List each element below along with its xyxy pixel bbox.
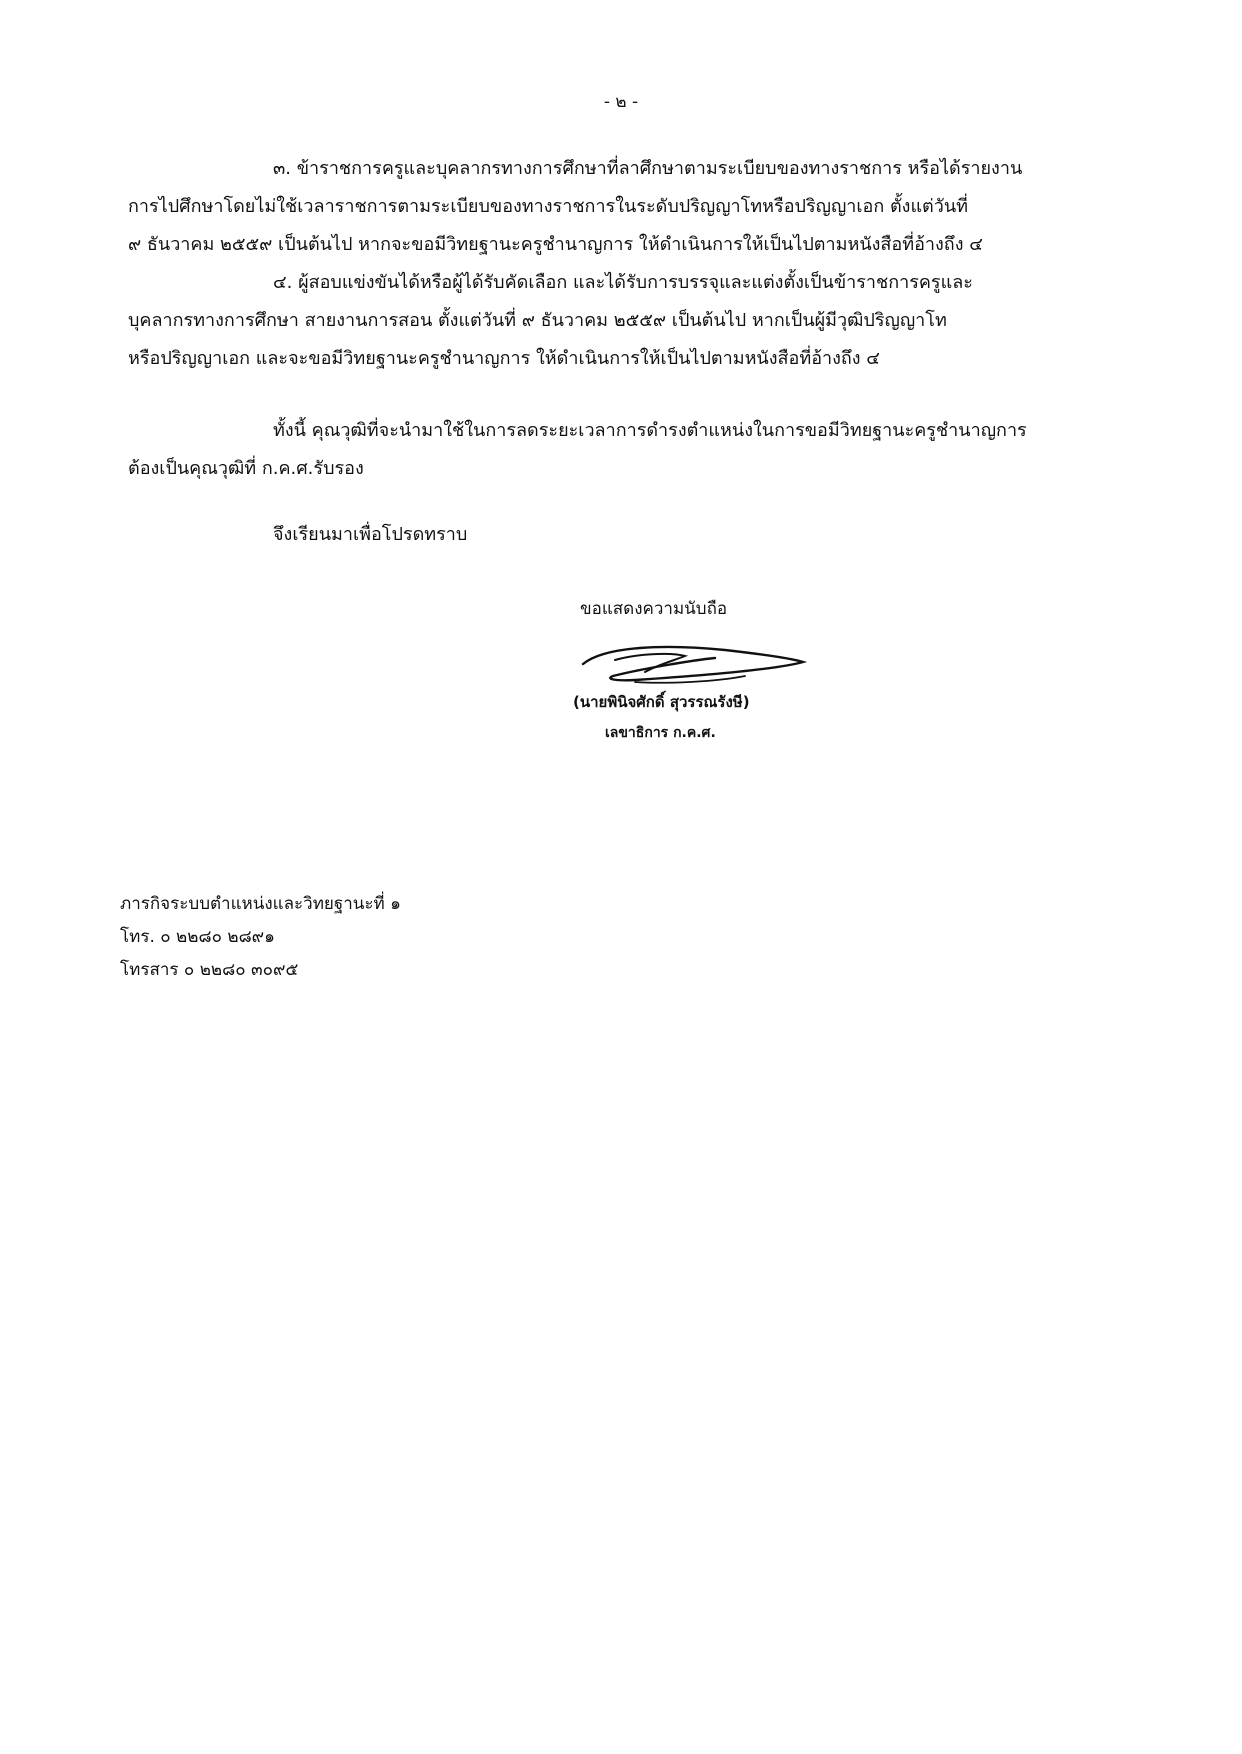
paragraph-line: ทั้งนี้ คุณวุฒิที่จะนำมาใช้ในการลดระยะเวลาการดำรงตำแหน่งในการขอมีวิทยฐานะครูชำนาญการ bbox=[273, 420, 1027, 441]
signatory-title: เลขาธิการ ก.ค.ศ. bbox=[605, 725, 716, 741]
paragraph-line: ต้องเป็นคุณวุฒิที่ ก.ค.ศ.รับรอง bbox=[128, 458, 364, 479]
paragraph-line: การไปศึกษาโดยไม่ใช้เวลาราชการตามระเบียบของทางราชการในระดับปริญญาโทหรือปริญญาเอก ตั้งแต่วันที่ bbox=[128, 196, 969, 217]
paragraph-qualification bbox=[128, 412, 1114, 488]
inform-text: จึงเรียนมาเพื่อโปรดทราบ bbox=[273, 524, 468, 545]
paragraph-inform bbox=[128, 516, 1114, 554]
paragraph-line: ๓. ข้าราชการครูและบุคลากรทางการศึกษาที่ลาศึกษาตามระเบียบของทางราชการ หรือได้รายงาน bbox=[273, 158, 1023, 179]
closing-salutation: ขอแสดงความนับถือ bbox=[580, 599, 728, 619]
signatory-name: (นายพินิจศักดิ์ สุวรรณรังษี) bbox=[573, 693, 750, 711]
page-number: - ๒ - bbox=[603, 92, 639, 112]
contact-fax: โทรสาร ๐ ๒๒๘๐ ๓๐๙๕ bbox=[120, 960, 299, 980]
contact-phone: โทร. ๐ ๒๒๘๐ ๒๘๙๑ bbox=[120, 927, 275, 947]
contact-department: ภารกิจระบบตำแหน่งและวิทยฐานะที่ ๑ bbox=[120, 894, 401, 914]
paragraph-line: หรือปริญญาเอก และจะขอมีวิทยฐานะครูชำนาญการ ให้ดำเนินการให้เป็นไปตามหนังสือที่อ้างถึง ๔ bbox=[128, 348, 880, 369]
paragraph-line: บุคลากรทางการศึกษา สายงานการสอน ตั้งแต่วันที่ ๙ ธันวาคม ๒๕๕๙ เป็นต้นไป หากเป็นผู้มีวุฒิปริญญาโท bbox=[128, 310, 947, 331]
paragraph-line: ๔. ผู้สอบแข่งขันได้หรือผู้ได้รับคัดเลือก และได้รับการบรรจุและแต่งตั้งเป็นข้าราชการครูและ bbox=[273, 272, 973, 293]
paragraph-item-3 bbox=[128, 150, 1114, 264]
paragraph-line: ๙ ธันวาคม ๒๕๕๙ เป็นต้นไป หากจะขอมีวิทยฐานะครูชำนาญการ ให้ดำเนินการให้เป็นไปตามหนังสือที่อ้างถึง ๔ bbox=[128, 234, 983, 255]
signature-image bbox=[575, 636, 815, 691]
paragraph-item-4 bbox=[128, 264, 1114, 378]
contact-block bbox=[120, 888, 401, 987]
